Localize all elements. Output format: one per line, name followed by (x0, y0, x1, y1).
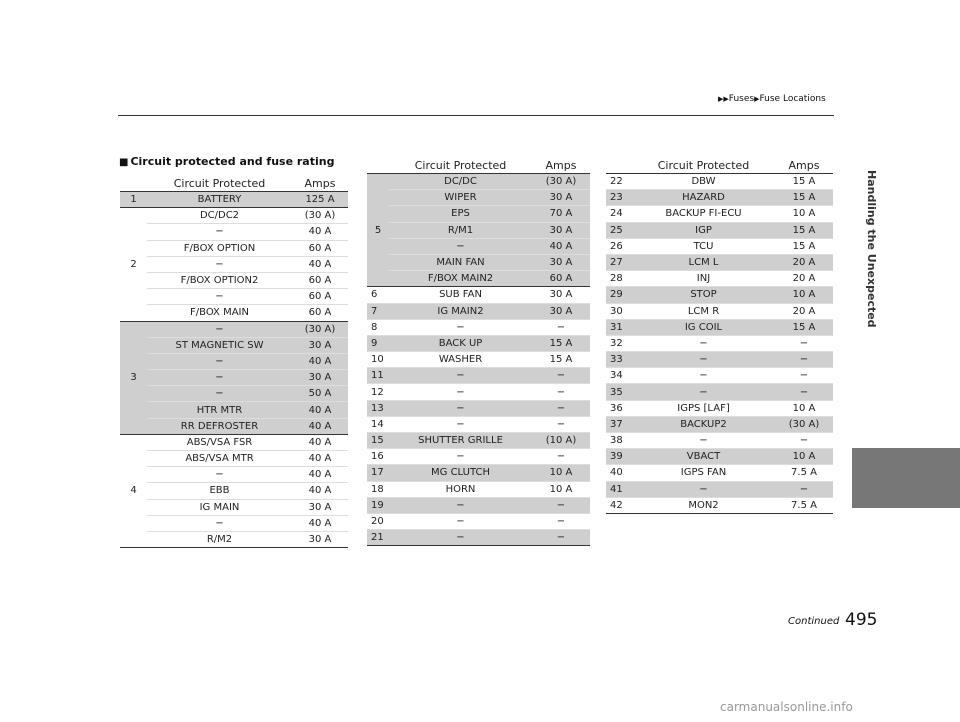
table-row (606, 433, 833, 449)
fuse-number: 22 (606, 174, 632, 190)
circuit-name: R/M1 (389, 222, 532, 238)
table-row (120, 370, 348, 386)
fuse-amps: 60 A (292, 240, 348, 256)
table-row (606, 222, 833, 238)
fuse-amps: − (775, 384, 833, 400)
fuse-amps: 15 A (775, 222, 833, 238)
fuse-amps: 15 A (775, 174, 833, 190)
circuit-name: VBACT (632, 449, 775, 465)
fuse-amps: (10 A) (532, 433, 590, 449)
fuse-amps: 10 A (532, 481, 590, 497)
fuse-number: 21 (367, 530, 389, 546)
fuse-number: 42 (606, 497, 632, 513)
circuit-name: F/BOX MAIN2 (389, 271, 532, 287)
fuse-number: 8 (367, 319, 389, 335)
circuit-name: BACKUP2 (632, 416, 775, 432)
table-row (606, 287, 833, 303)
fuse-amps: 60 A (292, 305, 348, 321)
fuse-amps: 40 A (292, 224, 348, 240)
fuse-number: 36 (606, 400, 632, 416)
circuit-name: − (632, 335, 775, 351)
header-amps: Amps (775, 157, 833, 174)
circuit-name: − (389, 497, 532, 513)
fuse-amps: 30 A (292, 499, 348, 515)
circuit-name: ABS/VSA MTR (147, 451, 292, 467)
table-row (367, 481, 590, 497)
fuse-number: 33 (606, 352, 632, 368)
circuit-name: WIPER (389, 190, 532, 206)
circuit-name: − (632, 433, 775, 449)
fuse-amps: − (775, 433, 833, 449)
fuse-number: 37 (606, 416, 632, 432)
fuse-amps: 60 A (292, 289, 348, 305)
arrow-icon: ▶ (754, 95, 760, 103)
fuse-amps: 60 A (532, 271, 590, 287)
table-row (120, 337, 348, 353)
table-row (367, 319, 590, 335)
circuit-name: INJ (632, 271, 775, 287)
chapter-tab-marker (852, 448, 960, 508)
circuit-name: BATTERY (147, 192, 292, 208)
fuse-amps: 15 A (775, 319, 833, 335)
fuse-number: 2 (120, 208, 147, 321)
fuse-amps: 40 A (292, 418, 348, 434)
table-row (367, 254, 590, 270)
fuse-number: 38 (606, 433, 632, 449)
table-row (367, 416, 590, 432)
fuse-number: 4 (120, 434, 147, 547)
fuse-number: 35 (606, 384, 632, 400)
circuit-name: − (147, 256, 292, 272)
circuit-name: EBB (147, 483, 292, 499)
fuse-number: 27 (606, 254, 632, 270)
breadcrumb (718, 94, 826, 104)
table-row (120, 272, 348, 288)
table-row (367, 271, 590, 287)
fuse-number: 10 (367, 352, 389, 368)
fuse-amps: 30 A (532, 254, 590, 270)
fuse-number: 20 (367, 513, 389, 529)
breadcrumb-fuses[interactable]: Fuses (728, 94, 755, 104)
circuit-name: IG MAIN (147, 499, 292, 515)
fuse-amps: 15 A (775, 238, 833, 254)
circuit-name: IGPS [LAF] (632, 400, 775, 416)
fuse-number: 18 (367, 481, 389, 497)
table-row (120, 531, 348, 547)
fuse-number: 16 (367, 449, 389, 465)
circuit-name: − (389, 319, 532, 335)
fuse-number: 12 (367, 384, 389, 400)
fuse-amps: 60 A (292, 272, 348, 288)
table-row (367, 530, 590, 546)
header-no (120, 175, 147, 192)
header-amps: Amps (532, 157, 590, 174)
circuit-name: HAZARD (632, 190, 775, 206)
table-row (606, 384, 833, 400)
table-row (120, 451, 348, 467)
fuse-amps: 30 A (292, 531, 348, 547)
table-row (606, 416, 833, 432)
table-row (120, 499, 348, 515)
fuse-number: 40 (606, 465, 632, 481)
table-row (120, 483, 348, 499)
fuse-amps: − (532, 384, 590, 400)
header-circuit: Circuit Protected (389, 157, 532, 174)
circuit-name: IG MAIN2 (389, 303, 532, 319)
table-row (367, 174, 590, 190)
table-row (367, 513, 590, 529)
header-circuit: Circuit Protected (147, 175, 292, 192)
circuit-name: F/BOX OPTION (147, 240, 292, 256)
circuit-name: IGP (632, 222, 775, 238)
table-row (367, 449, 590, 465)
watermark: carmanualsonline.info (720, 700, 853, 714)
fuse-number: 28 (606, 271, 632, 287)
header-no (367, 157, 389, 174)
circuit-name: − (632, 352, 775, 368)
table-row (367, 368, 590, 384)
fuse-amps: 30 A (532, 222, 590, 238)
circuit-name: − (147, 321, 292, 337)
table-row (120, 353, 348, 369)
table-row (367, 222, 590, 238)
table-row (120, 467, 348, 483)
chapter-label: Handling the Unexpected (865, 170, 878, 328)
circuit-name: − (147, 515, 292, 531)
table-row (606, 303, 833, 319)
circuit-name: R/M2 (147, 531, 292, 547)
fuse-number: 1 (120, 192, 147, 208)
fuse-amps: 30 A (292, 337, 348, 353)
fuse-number: 41 (606, 481, 632, 497)
fuse-number: 29 (606, 287, 632, 303)
fuse-amps: − (532, 530, 590, 546)
section-title (119, 155, 334, 168)
table-header-row (606, 157, 833, 174)
fuse-amps: 40 A (292, 515, 348, 531)
fuse-amps: − (532, 319, 590, 335)
fuse-amps: − (532, 449, 590, 465)
fuse-number: 15 (367, 433, 389, 449)
table-row (120, 434, 348, 450)
fuse-number: 5 (367, 174, 389, 287)
continued-label: Continued (788, 616, 840, 627)
table-row (606, 254, 833, 270)
table-row (606, 206, 833, 222)
fuse-number: 39 (606, 449, 632, 465)
table-row (606, 319, 833, 335)
header-amps: Amps (292, 175, 348, 192)
fuse-amps: 30 A (532, 287, 590, 303)
circuit-name: WASHER (389, 352, 532, 368)
table-row (367, 303, 590, 319)
fuse-number: 17 (367, 465, 389, 481)
circuit-name: − (389, 449, 532, 465)
table-row (120, 386, 348, 402)
fuse-amps: − (532, 416, 590, 432)
header-rule (118, 115, 834, 116)
table-row (606, 190, 833, 206)
fuse-amps: 30 A (532, 303, 590, 319)
fuse-amps: − (532, 400, 590, 416)
circuit-name: − (147, 289, 292, 305)
circuit-name: − (147, 353, 292, 369)
table-row (120, 224, 348, 240)
fuse-number: 23 (606, 190, 632, 206)
fuse-amps: 15 A (532, 352, 590, 368)
fuse-amps: (30 A) (532, 174, 590, 190)
fuse-amps: 10 A (775, 206, 833, 222)
circuit-name: − (389, 384, 532, 400)
circuit-name: ST MAGNETIC SW (147, 337, 292, 353)
table-row (606, 271, 833, 287)
table-row (120, 208, 348, 224)
circuit-name: LCM L (632, 254, 775, 270)
circuit-name: − (632, 368, 775, 384)
circuit-name: RR DEFROSTER (147, 418, 292, 434)
circuit-name: − (389, 368, 532, 384)
section-title-text: Circuit protected and fuse rating (130, 155, 335, 168)
fuse-amps: − (775, 335, 833, 351)
circuit-name: STOP (632, 287, 775, 303)
table-row (606, 368, 833, 384)
table-row (606, 400, 833, 416)
fuse-number: 32 (606, 335, 632, 351)
fuse-amps: 40 A (292, 467, 348, 483)
table-row (367, 384, 590, 400)
table-row (606, 481, 833, 497)
fuse-number: 11 (367, 368, 389, 384)
fuse-amps: 40 A (292, 451, 348, 467)
fuse-amps: (30 A) (775, 416, 833, 432)
circuit-name: DC/DC (389, 174, 532, 190)
fuse-table-2 (367, 157, 590, 546)
table-row (367, 465, 590, 481)
circuit-name: − (389, 416, 532, 432)
table-row (120, 402, 348, 418)
fuse-number: 30 (606, 303, 632, 319)
fuse-amps: 30 A (292, 370, 348, 386)
fuse-amps: 15 A (775, 190, 833, 206)
table-row (367, 433, 590, 449)
table-row (606, 352, 833, 368)
circuit-name: − (632, 481, 775, 497)
table-row (606, 449, 833, 465)
fuse-amps: − (775, 368, 833, 384)
fuse-amps: 10 A (532, 465, 590, 481)
table-row (606, 335, 833, 351)
header-circuit: Circuit Protected (632, 157, 775, 174)
fuse-amps: − (532, 513, 590, 529)
circuit-name: DBW (632, 174, 775, 190)
square-bullet-icon: ■ (119, 157, 129, 168)
fuse-amps: 20 A (775, 271, 833, 287)
table-row (367, 206, 590, 222)
table-row (367, 497, 590, 513)
fuse-amps: 20 A (775, 303, 833, 319)
table-row (367, 190, 590, 206)
table-row (367, 400, 590, 416)
header-no (606, 157, 632, 174)
table-row (367, 352, 590, 368)
fuse-amps: 125 A (292, 192, 348, 208)
fuse-number: 7 (367, 303, 389, 319)
table-row (120, 321, 348, 337)
fuse-table-1 (120, 175, 348, 548)
circuit-name: MAIN FAN (389, 254, 532, 270)
circuit-name: − (389, 530, 532, 546)
fuse-amps: 10 A (775, 449, 833, 465)
circuit-name: − (147, 467, 292, 483)
circuit-name: HTR MTR (147, 402, 292, 418)
fuse-amps: (30 A) (292, 321, 348, 337)
fuse-amps: 40 A (292, 483, 348, 499)
fuse-number: 13 (367, 400, 389, 416)
fuse-amps: 70 A (532, 206, 590, 222)
fuse-amps: − (532, 368, 590, 384)
circuit-name: HORN (389, 481, 532, 497)
circuit-name: DC/DC2 (147, 208, 292, 224)
fuse-number: 6 (367, 287, 389, 303)
fuse-number: 14 (367, 416, 389, 432)
circuit-name: EPS (389, 206, 532, 222)
fuse-amps: 7.5 A (775, 465, 833, 481)
circuit-name: F/BOX MAIN (147, 305, 292, 321)
table-row (606, 465, 833, 481)
fuse-number: 31 (606, 319, 632, 335)
circuit-name: − (389, 400, 532, 416)
table-row (606, 174, 833, 190)
fuse-amps: 40 A (532, 238, 590, 254)
table-row (606, 238, 833, 254)
table-row (120, 192, 348, 208)
fuse-amps: − (532, 497, 590, 513)
circuit-name: − (147, 386, 292, 402)
circuit-name: SUB FAN (389, 287, 532, 303)
fuse-number: 25 (606, 222, 632, 238)
table-row (120, 305, 348, 321)
fuse-amps: − (775, 481, 833, 497)
fuse-number: 19 (367, 497, 389, 513)
fuse-number: 3 (120, 321, 147, 434)
fuse-amps: (30 A) (292, 208, 348, 224)
table-row (120, 289, 348, 305)
table-header-row (120, 175, 348, 192)
circuit-name: IGPS FAN (632, 465, 775, 481)
circuit-name: − (389, 238, 532, 254)
circuit-name: F/BOX OPTION2 (147, 272, 292, 288)
circuit-name: LCM R (632, 303, 775, 319)
fuse-amps: 7.5 A (775, 497, 833, 513)
circuit-name: SHUTTER GRILLE (389, 433, 532, 449)
circuit-name: TCU (632, 238, 775, 254)
circuit-name: − (389, 513, 532, 529)
fuse-number: 26 (606, 238, 632, 254)
fuse-amps: 40 A (292, 402, 348, 418)
page-number: 495 (845, 610, 878, 630)
fuse-amps: 15 A (532, 335, 590, 351)
circuit-name: − (147, 224, 292, 240)
table-row (120, 240, 348, 256)
fuse-amps: 20 A (775, 254, 833, 270)
table-row (120, 256, 348, 272)
fuse-amps: 40 A (292, 353, 348, 369)
circuit-name: BACKUP FI-ECU (632, 206, 775, 222)
table-row (367, 335, 590, 351)
double-arrow-icon: ▶▶ (718, 95, 729, 103)
circuit-name: MON2 (632, 497, 775, 513)
table-row (367, 287, 590, 303)
circuit-name: BACK UP (389, 335, 532, 351)
circuit-name: IG COIL (632, 319, 775, 335)
fuse-amps: − (775, 352, 833, 368)
circuit-name: ABS/VSA FSR (147, 434, 292, 450)
fuse-number: 34 (606, 368, 632, 384)
circuit-name: MG CLUTCH (389, 465, 532, 481)
circuit-name: − (632, 384, 775, 400)
fuse-amps: 10 A (775, 400, 833, 416)
table-row (606, 497, 833, 513)
fuse-amps: 10 A (775, 287, 833, 303)
table-header-row (367, 157, 590, 174)
circuit-name: − (147, 370, 292, 386)
fuse-amps: 40 A (292, 256, 348, 272)
table-row (120, 418, 348, 434)
fuse-amps: 40 A (292, 434, 348, 450)
table-row (367, 238, 590, 254)
breadcrumb-fuse-locations[interactable]: Fuse Locations (759, 94, 826, 104)
fuse-number: 24 (606, 206, 632, 222)
fuse-amps: 50 A (292, 386, 348, 402)
fuse-number: 9 (367, 335, 389, 351)
fuse-amps: 30 A (532, 190, 590, 206)
fuse-table-3 (606, 157, 833, 514)
table-row (120, 515, 348, 531)
